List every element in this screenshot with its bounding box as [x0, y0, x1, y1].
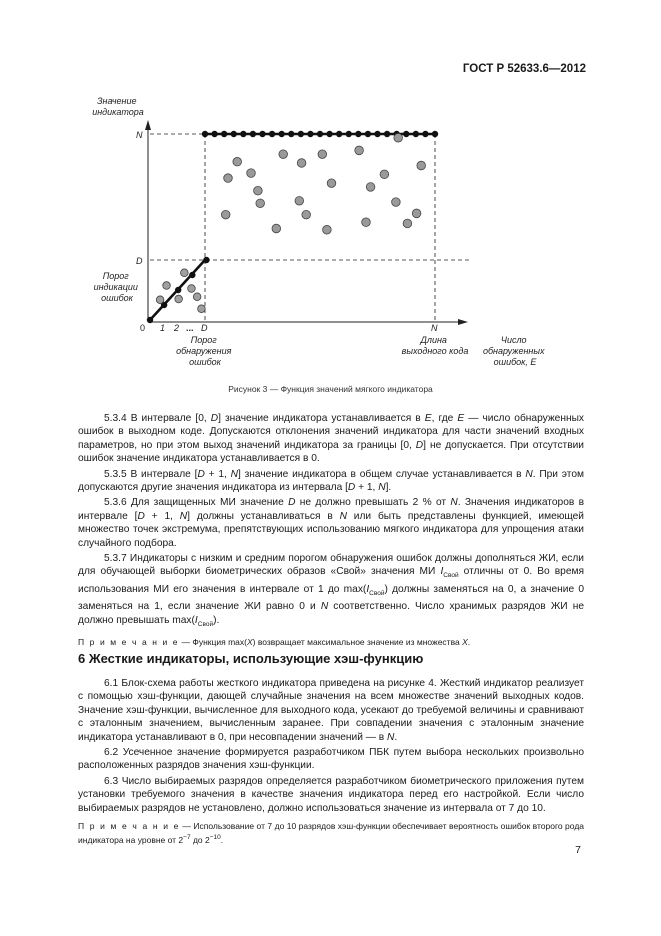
y-tick-D: D	[136, 256, 143, 266]
y-axis-label-line1: Значение	[96, 96, 137, 106]
x-tick-D: D	[201, 323, 208, 333]
scatter-point-12	[318, 150, 327, 159]
x-axis-arrow	[458, 319, 468, 325]
y-axis-arrow	[145, 120, 151, 130]
x-tick-1: 1	[160, 323, 166, 333]
threshold-detection-line2: обнаружения	[176, 346, 232, 356]
top-point-25	[432, 131, 438, 137]
top-point-6	[250, 131, 256, 137]
scatter-point-9	[297, 159, 306, 168]
document-header: ГОСТ Р 52633.6—2012	[462, 63, 586, 75]
scatter-point-11	[295, 196, 304, 205]
scatter-point-19	[394, 133, 403, 142]
indicator-line-points	[147, 131, 438, 323]
top-point-4	[231, 131, 237, 137]
scatter-point-17	[362, 218, 371, 227]
top-point-8	[269, 131, 275, 137]
scatter-point-8	[272, 224, 281, 233]
low-point-1	[156, 296, 164, 304]
output-length-label	[402, 335, 469, 356]
paragraph-5-3-5: 5.3.5 В интервале [D + 1, N] значение индикатора в общем случае устанавливается в N. При этом допускаются другие значения индикатора из интервала [D + 1, N].	[78, 468, 584, 494]
threshold-indication-line2: индикации	[93, 282, 138, 292]
top-point-13	[317, 131, 323, 137]
top-point-16	[346, 131, 352, 137]
top-point-24	[422, 131, 428, 137]
scatter-point-7	[279, 150, 288, 159]
x-axis-label	[483, 335, 547, 367]
paragraph-6-3: 6.3 Число выбираемых разрядов определяется разработчиком биометрического приложения путем установки требуемого значения в качестве значения индикатора перед его настройкой. Если число выбираемых разрядов не установлено, должно использоваться значение из интервала от 7 до 10.	[78, 775, 584, 814]
section-6-title: 6 Жесткие индикаторы, использующие хэш-функцию	[78, 651, 424, 666]
scatter-point-6	[256, 199, 265, 208]
scatter-point-21	[417, 161, 426, 170]
paragraph-5-3-4: 5.3.4 В интервале [0, D] значение индикатора устанавливается в E, где E — число обнаруженных ошибок в выходном коде. Допускаются отклонения значений индикатора для части значений входных параметров, но при этом выход значений индикатора за границы [0, D] не допускается. При отсутствии ошибок значение индикатора устанавливается в 0.	[78, 413, 585, 465]
top-point-20	[384, 131, 390, 137]
soft-indicator-figure	[0, 0, 661, 400]
y-axis-label	[92, 96, 144, 117]
x-axis-label-line2: обнаруженных	[482, 346, 545, 356]
top-point-5	[240, 131, 246, 137]
top-point-2	[211, 131, 217, 137]
y-tick-N: N	[136, 130, 143, 140]
note-hash-bits: П р и м е ч а н и е — Использование от 7 до 10 разрядов хэш-функции обеспечивает вероятность ошибок второго рода индикатора на уровне от $2^{-7}$ до $2^{-10}$.	[78, 821, 585, 845]
origin-label: 0	[140, 323, 146, 333]
threshold-indication-line3: ошибок	[101, 293, 133, 303]
x-tick-N: N	[431, 323, 438, 333]
scatter-point-15	[355, 146, 364, 155]
figure-caption: Рисунок 3 — Функция значений мягкого индикатора	[228, 384, 433, 394]
top-point-10	[288, 131, 294, 137]
x-tick-ellipsis: ...	[186, 323, 194, 333]
top-point-18	[365, 131, 371, 137]
low-point-6	[193, 293, 201, 301]
paragraph-5-3-7: 5.3.7 Индикаторы с низким и средним порогом обнаружения ошибок должны дополняться ЖИ, если для обучающей выборки биометрических образов «Свой» значения МИ $I_{Свой}$ отличны от 0. Во время использования МИ его значения в интервале от 1 до $\max(I_{Свой})$ должны заменяться на 0, а значение 0 заменяться на 1, если значение ЖИ равно 0 и N соответственно. Число хранимых разрядов ЖИ не должно превышать $\max(I_{Свой})$.	[78, 553, 585, 628]
x-axis-label-line1: Число	[500, 335, 527, 345]
scatter-point-22	[412, 209, 421, 218]
scatter-point-16	[366, 183, 375, 192]
note-max-function: П р и м е ч а н и е — Функция max(X) возвращает максимальное значение из множества X.	[78, 637, 471, 648]
x-tick-2: 2	[174, 323, 180, 333]
low-point-2	[163, 282, 171, 290]
top-point-9	[278, 131, 284, 137]
top-point-11	[298, 131, 304, 137]
text-block-section5	[78, 412, 584, 650]
top-point-19	[374, 131, 380, 137]
low-point-7	[198, 305, 206, 313]
diagonal-point-3	[175, 287, 181, 293]
threshold-indication-line1: Порог	[102, 271, 129, 281]
diagonal-point-5	[203, 257, 209, 263]
text-block-section6	[78, 677, 584, 848]
scatter-point-10	[302, 210, 311, 219]
scatter-point-20	[392, 198, 401, 207]
top-point-22	[403, 131, 409, 137]
top-point-14	[326, 131, 332, 137]
paragraph-6-1: 6.1 Блок-схема работы жесткого индикатора приведена на рисунке 4. Жесткий индикатор реализует с помощью хэш-функции, дающей случайные значения на всем множестве значений выходных кодов. Значение хэш-функции, вычисленное для выходного кода, усекают до требуемой величины и сравнивают с эталонным значением, вычисленным заранее. При совпадении значения с эталонным значение индикатора устанавливают в 0, при несовпадении значений — в N.	[78, 678, 584, 743]
low-point-4	[181, 269, 189, 277]
scatter-point-5	[254, 186, 263, 195]
diagonal-point-4	[189, 272, 195, 278]
scatter-point-18	[380, 170, 389, 179]
top-point-23	[413, 131, 419, 137]
scatter-point-3	[221, 210, 230, 219]
y-axis-label-line2: индикатора	[92, 107, 144, 117]
top-point-3	[221, 131, 227, 137]
output-length-line1: Длина	[420, 335, 447, 345]
x-axis-label-line3: ошибок, E	[493, 357, 537, 367]
top-point-1	[202, 131, 208, 137]
scatter-point-13	[327, 179, 336, 188]
paragraph-6-2: 6.2 Усеченное значение формируется разработчиком ПБК путем выбора нескольких произвольно расположенных разрядов значения хэш-функции.	[78, 747, 584, 772]
threshold-detection-line1: Порог	[190, 335, 217, 345]
scatter-point-4	[247, 169, 256, 178]
threshold-detection-label	[176, 335, 234, 367]
scatter-point-14	[323, 225, 332, 234]
threshold-detection-line3: ошибок	[189, 357, 221, 367]
output-length-line2: выходного кода	[401, 346, 469, 356]
top-point-15	[336, 131, 342, 137]
top-point-17	[355, 131, 361, 137]
threshold-indication-label	[94, 271, 141, 303]
low-point-5	[188, 285, 196, 293]
scatter-point-1	[224, 174, 233, 183]
top-point-12	[307, 131, 313, 137]
top-point-7	[259, 131, 265, 137]
scatter-point-2	[233, 157, 242, 166]
indicator-scatter-points	[156, 133, 425, 312]
diagonal-point-1	[147, 317, 153, 323]
page-number: 7	[575, 844, 581, 856]
scatter-point-23	[403, 219, 412, 228]
paragraph-5-3-6: 5.3.6 Для защищенных МИ значение D не должно превышать 2 % от N. Значения индикаторов в интервале [D + 1, N] должны устанавливаться в N или быть представлены функцией, имеющей множество точек экстремума, препятствующих использованию мягкого индикатора для упрощения атаки случайного подбора.	[78, 497, 584, 549]
low-point-3	[175, 295, 183, 303]
